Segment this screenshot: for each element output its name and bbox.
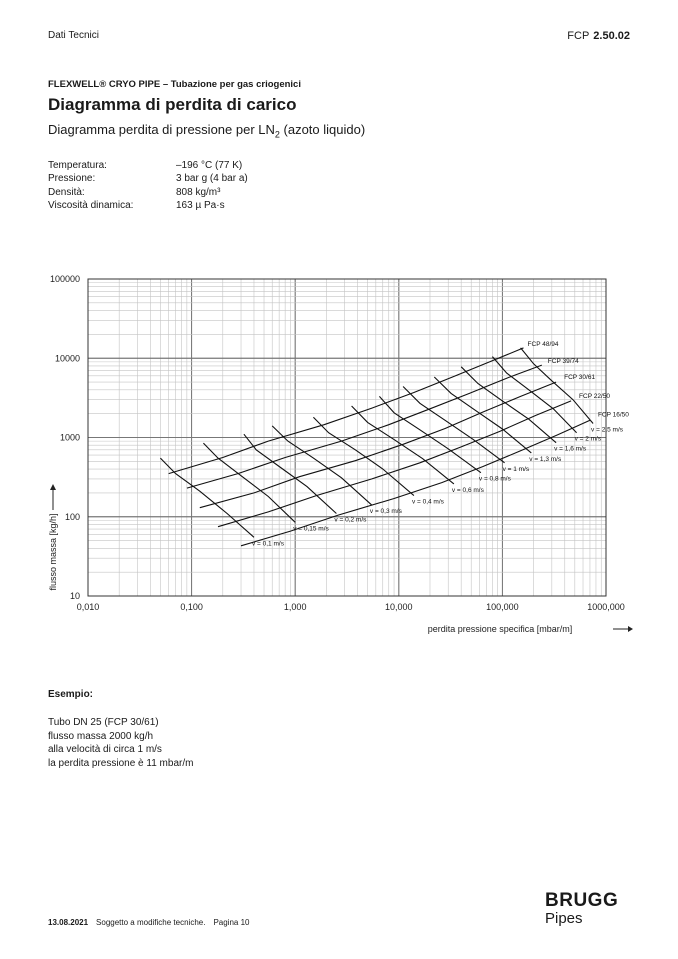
y-tick-label: 1000 xyxy=(59,432,80,443)
velocity-label: v = 0,1 m/s xyxy=(251,540,284,548)
pipe-curve xyxy=(187,365,542,488)
param-row xyxy=(48,199,248,212)
x-tick-label: 1,000 xyxy=(283,602,307,612)
param-label: Pressione: xyxy=(48,173,96,185)
parameters-table xyxy=(48,159,248,212)
velocity-curve xyxy=(461,367,556,443)
logo-line2: Pipes xyxy=(545,910,583,927)
pipe-label: FCP 48/94 xyxy=(527,340,559,348)
example-title: Esempio: xyxy=(48,689,94,700)
y-tick-label: 100 xyxy=(64,511,80,522)
pipe-label: FCP 39/74 xyxy=(547,358,579,366)
footer-page: Pagina 10 xyxy=(213,918,250,927)
param-label: Temperatura: xyxy=(48,160,107,171)
subtitle-subscript: 2 xyxy=(274,129,280,140)
x-tick-label: 0,100 xyxy=(180,602,203,612)
velocity-curve xyxy=(160,458,254,537)
logo-line1: BRUGG xyxy=(545,890,619,911)
velocity-label: v = 1,3 m/s xyxy=(529,455,562,463)
param-row xyxy=(48,159,248,172)
footer xyxy=(48,918,249,927)
footer-note: Soggetto a modifiche tecniche. xyxy=(96,918,206,927)
product-line: FLEXWELL® CRYO PIPE – Tubazione per gas criogenici xyxy=(48,79,301,90)
y-tick-label: 100000 xyxy=(49,274,80,284)
y-tick-label: 10 xyxy=(69,591,80,601)
x-tick-label: 1000,000 xyxy=(587,602,625,612)
param-value: 808 kg/m³ xyxy=(176,186,221,198)
velocity-label: v = 1,6 m/s xyxy=(554,445,587,453)
velocity-label: v = 2,5 m/s xyxy=(591,426,624,434)
param-value: 163 µ Pa·s xyxy=(176,199,225,211)
velocity-label: v = 2 m/s xyxy=(574,435,602,443)
x-axis-arrowhead xyxy=(628,626,633,632)
header-section-label: Dati Tecnici xyxy=(48,30,99,41)
x-axis-label: perdita pressione specifica [mbar/m] xyxy=(427,624,573,634)
pressure-loss-chart xyxy=(0,262,678,652)
example-line: Tubo DN 25 (FCP 30/61) xyxy=(48,717,159,728)
velocity-label: v = 1 m/s xyxy=(502,465,530,473)
subtitle-end: (azoto liquido) xyxy=(279,122,366,137)
document-code-number: 2.50.02 xyxy=(593,30,630,42)
page-title: Diagramma di perdita di carico xyxy=(48,95,297,114)
x-tick-label: 0,010 xyxy=(76,602,100,612)
pipe-label: FCP 16/50 xyxy=(597,411,629,419)
x-tick-label: 10,000 xyxy=(385,602,413,612)
brugg-logo xyxy=(545,891,618,927)
velocity-label: v = 0,3 m/s xyxy=(369,508,402,516)
velocity-label: v = 0,4 m/s xyxy=(411,498,444,506)
velocity-label: v = 0,6 m/s xyxy=(451,486,484,494)
velocity-label: v = 0,2 m/s xyxy=(334,516,367,524)
param-row xyxy=(48,172,248,185)
chart-grid xyxy=(88,279,606,596)
param-label: Viscosità dinamica: xyxy=(48,199,134,211)
velocity-label: v = 0,15 m/s xyxy=(293,525,329,533)
example-line: la perdita pressione è 11 mbar/m xyxy=(48,757,194,769)
document-code-prefix: FCP xyxy=(567,30,590,42)
param-row xyxy=(48,186,248,199)
x-tick-label: 100,000 xyxy=(486,602,519,612)
subtitle-main: Diagramma perdita di pressione per LN xyxy=(48,122,275,137)
param-value: –196 °C (77 K) xyxy=(176,160,243,171)
chart-axes xyxy=(48,274,633,634)
document-code xyxy=(567,30,630,42)
example-line: flusso massa 2000 kg/h xyxy=(48,730,154,742)
velocity-label: v = 0,8 m/s xyxy=(478,475,511,483)
y-tick-label: 10000 xyxy=(54,353,80,364)
y-axis-arrowhead xyxy=(50,484,56,490)
y-axis-label: flusso massa [kg/h] xyxy=(48,513,58,591)
pipe-curve xyxy=(169,348,524,474)
footer-date: 13.08.2021 xyxy=(48,918,89,927)
pipe-label: FCP 30/61 xyxy=(564,374,596,382)
example-line: alla velocità di circa 1 m/s xyxy=(48,744,162,755)
page-subtitle xyxy=(48,122,365,140)
example-text xyxy=(48,716,193,770)
param-value: 3 bar g (4 bar a) xyxy=(176,173,248,185)
pipe-label: FCP 22/50 xyxy=(579,392,611,400)
param-label: Densità: xyxy=(48,186,85,198)
